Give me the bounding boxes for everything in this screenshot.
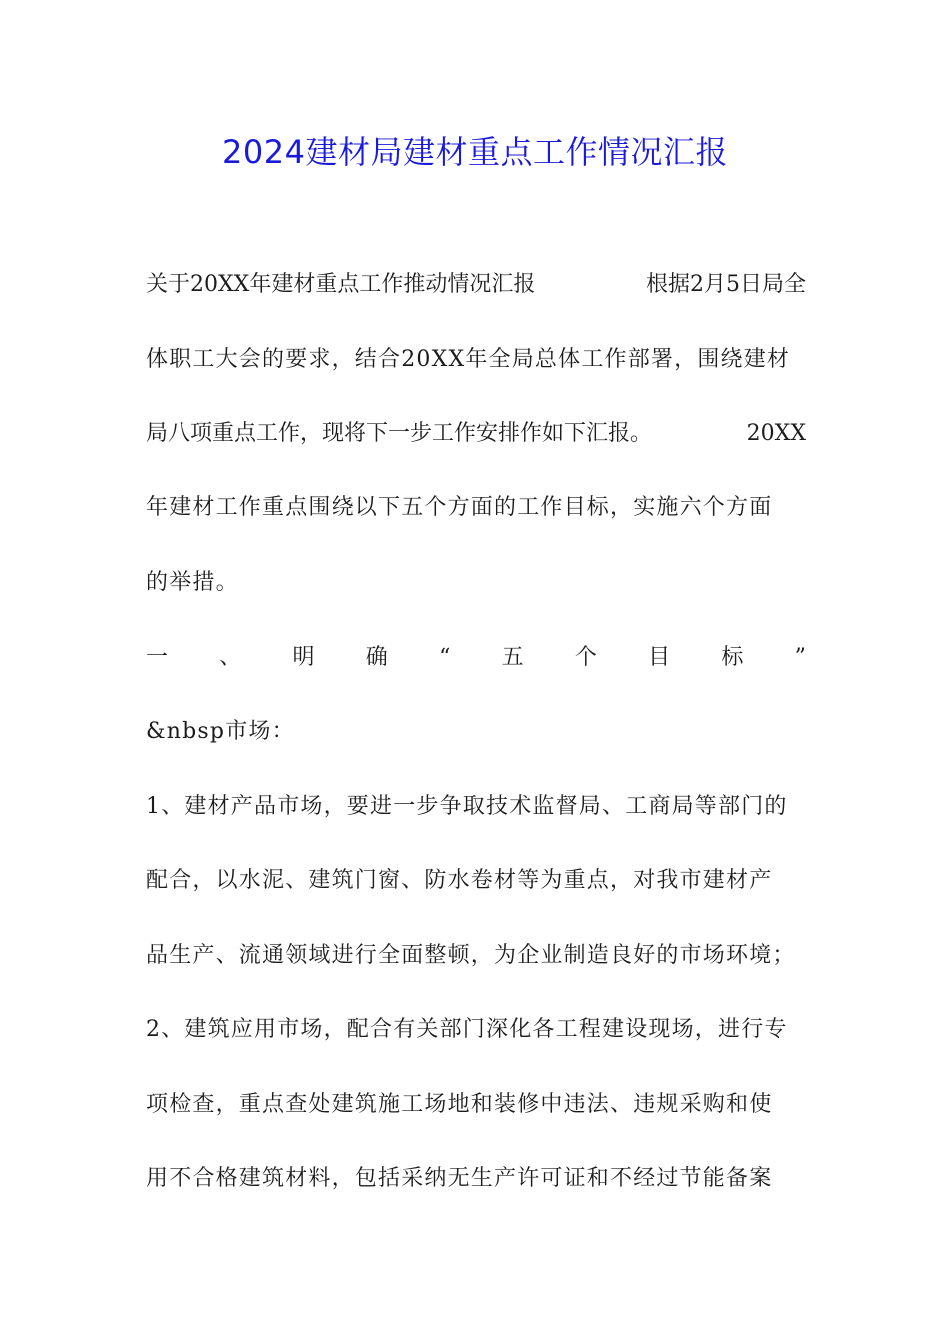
paragraph-text: 局八项重点工作，现将下一步工作安排作如下汇报。 [146,421,653,446]
paragraph-line-3 [146,414,806,454]
heading-char: 确 [365,645,388,670]
paragraph-text: 关于20XX年建材重点工作推动情况汇报 [146,272,536,297]
paragraph-line-11: 项检查，重点查处建筑施工场地和装修中违法、违规采购和使 [146,1092,773,1117]
heading-char: 个 [574,645,597,670]
page-title: 2024建材局建材重点工作情况汇报 [222,133,728,171]
paragraph-line-5: 的举措。 [146,570,239,595]
paragraph-line-12: 用不合格建筑材料，包括采纳无生产许可证和不经过节能备案 [146,1166,773,1191]
heading-char: “ [439,645,451,670]
paragraph-line-10: 2、建筑应用市场，配合有关部门深化各工程建设现场，进行专 [146,1017,788,1042]
heading-char: 标 [721,645,744,670]
heading-char: 明 [292,645,315,670]
heading-char: 、 [219,645,242,670]
paragraph-line-6: &nbsp市场： [146,719,295,744]
paragraph-text: 根据2月5日局全 [646,272,806,297]
heading-char: 五 [501,645,524,670]
paragraph-text: 20XX [746,421,806,446]
heading-char: ” [794,645,806,670]
paragraph-line-4: 年建材工作重点围绕以下五个方面的工作目标，实施六个方面 [146,495,773,520]
paragraph-line-8: 配合，以水泥、建筑门窗、防水卷材等为重点，对我市建材产 [146,868,773,893]
paragraph-line-7: 1、建材产品市场，要进一步争取技术监督局、工商局等部门的 [146,794,788,819]
heading-char: 一 [146,645,169,670]
section-heading [146,638,806,678]
paragraph-line-2: 体职工大会的要求，结合20XX年全局总体工作部署，围绕建材 [146,347,791,372]
heading-char: 目 [648,645,671,670]
paragraph-line-9: 品生产、流通领域进行全面整顿，为企业制造良好的市场环境； [146,943,796,968]
paragraph-line-1 [146,265,806,305]
